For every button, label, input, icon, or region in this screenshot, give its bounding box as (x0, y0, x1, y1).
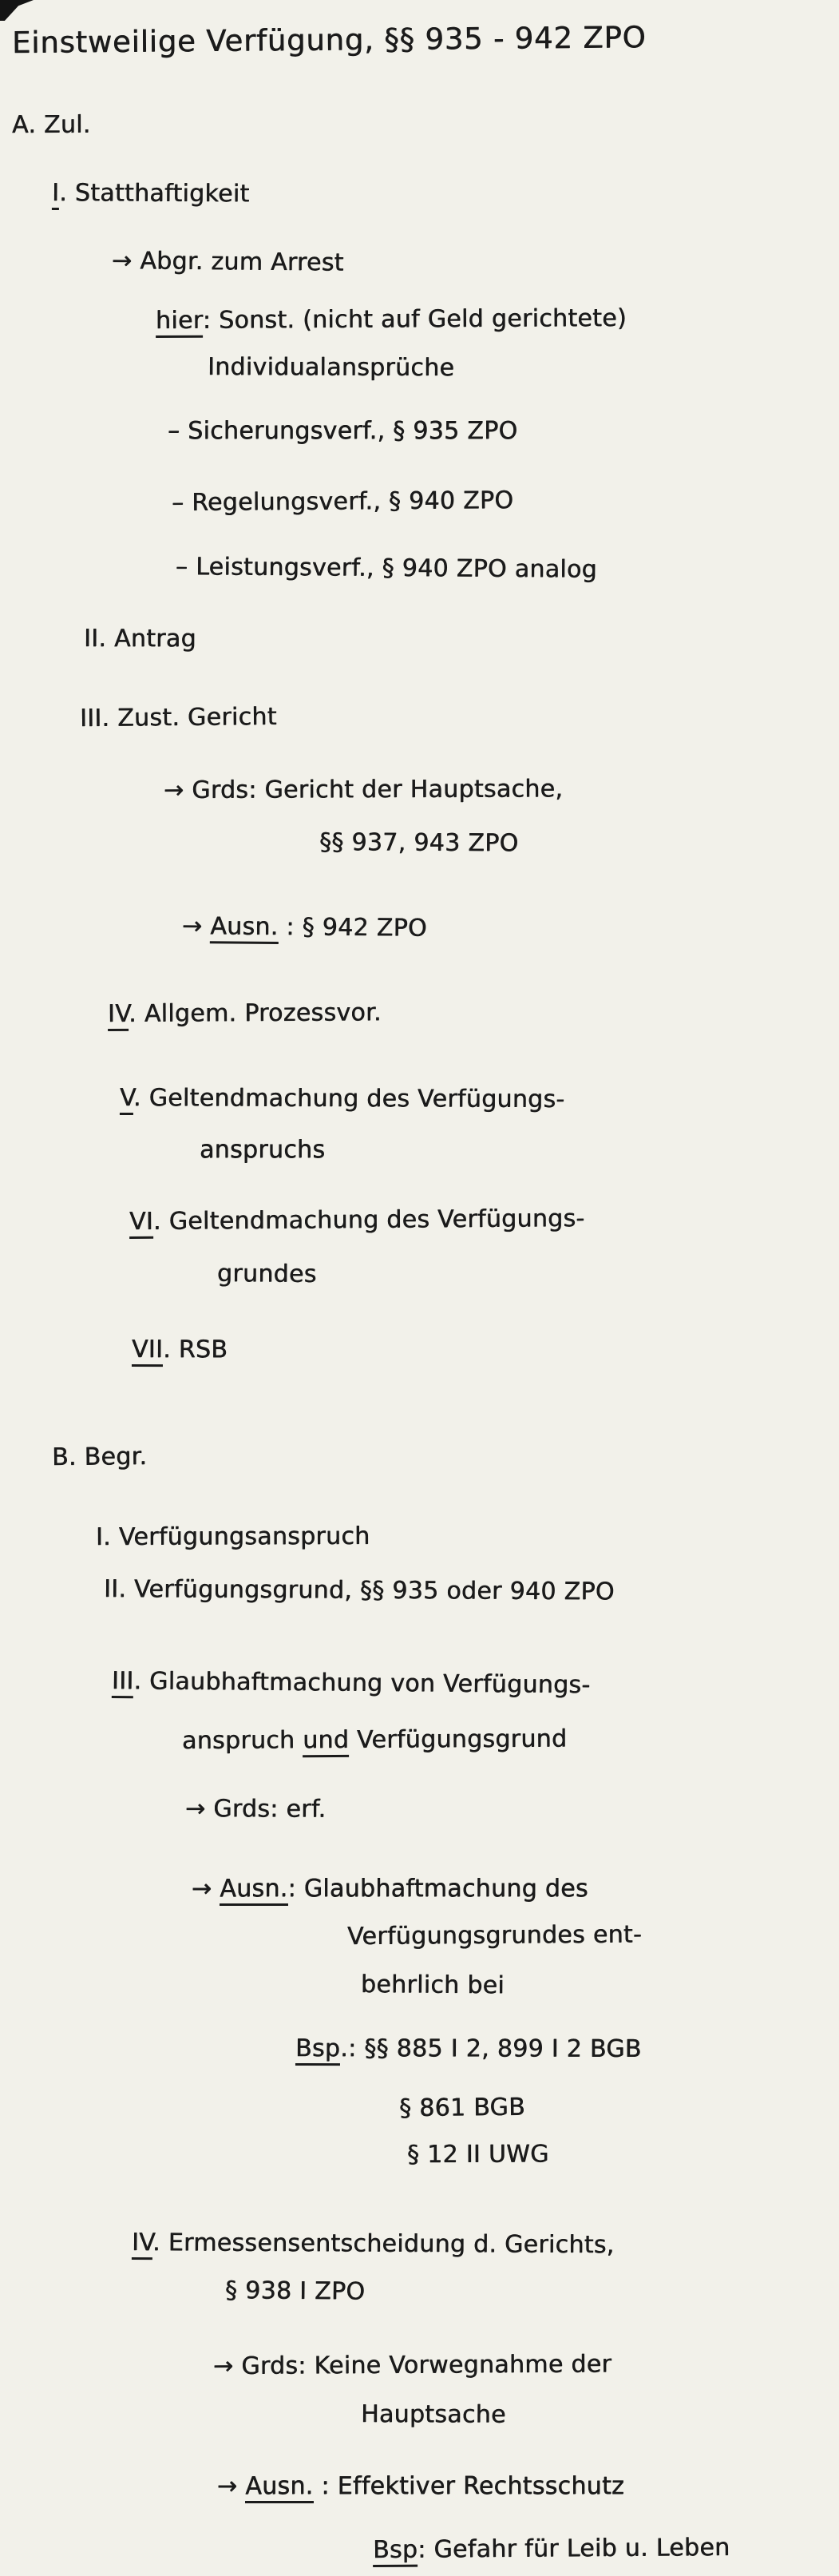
text-segment: § 938 I ZPO (224, 2276, 366, 2306)
line-a-6-continuation (217, 1251, 839, 1301)
line-ausnahme-continuation-2 (361, 1962, 839, 2011)
line-leistungsverfuegung (176, 544, 839, 595)
text-segment: . Geltendmachung des Verfügungs- (133, 1084, 565, 1113)
text-segment: Individualansprüche (207, 353, 455, 383)
line-grundsatz-keine-vorwegnahme (213, 2340, 839, 2390)
line-a-6-geltendmachung-verfuegungsgrund (129, 1194, 839, 1245)
line-ausnahme-glaubhaftmachung-entbehrlich (192, 1866, 839, 1912)
text-segment: : Glaubhaftmachung des (287, 1875, 588, 1903)
line-section-b-begruendetheit (52, 1427, 839, 1481)
line-grundsatz-erforderlich (185, 1786, 839, 1835)
text-segment: II. Verfügungsgrund, §§ 935 oder 940 ZPO (103, 1575, 615, 1606)
line-vorwegnahme-continuation (361, 2391, 839, 2439)
text-segment: – Regelungsverf., § 940 ZPO (171, 486, 514, 517)
text-segment: anspruchs (200, 1136, 326, 1164)
line-sicherungsverfuegung (168, 408, 839, 454)
line-a-4-allgemeine-prozessvoraussetzungen (108, 987, 839, 1038)
text-segment: : § 942 ZPO (278, 913, 428, 943)
text-segment: Einstweilige Verfügung, §§ 935 - 942 ZPO (11, 20, 647, 60)
line-b-1-verfuegungsanspruch (96, 1512, 839, 1561)
text-segment: → Grds: erf. (184, 1795, 326, 1824)
text-segment: Hauptsache (360, 2400, 506, 2429)
underlined-text: Ausn. (220, 1875, 287, 1906)
text-segment: II. Antrag (83, 625, 196, 653)
text-segment: . Statthaftigkeit (59, 179, 250, 208)
line-a-1-statthaftigkeit (52, 170, 839, 220)
line-grundsatz-gericht-der-hauptsache (164, 765, 839, 814)
line-a-3-zustaendiges-gericht (80, 689, 839, 742)
line-b-4-ermessensentscheidung (132, 2220, 839, 2270)
text-segment: Verfügungsgrund (349, 1725, 568, 1754)
text-segment: .: §§ 885 I 2, 899 I 2 BGB (340, 2034, 642, 2063)
underlined-text: VII (132, 1336, 163, 1367)
text-segment: §§ 937, 943 ZPO (319, 828, 519, 858)
text-segment: : Effektiver Rechtsschutz (313, 2472, 625, 2500)
line-b-2-verfuegungsgrund (104, 1566, 839, 1617)
text-segment: grundes (216, 1260, 317, 1288)
underlined-text: III (112, 1667, 134, 1698)
underlined-text: IV (108, 1000, 129, 1031)
text-segment: . Allgem. Prozessvor. (129, 998, 382, 1028)
line-beispiel-gefahr-leib-leben (373, 2524, 839, 2574)
text-segment: – Sicherungsverf., § 935 ZPO (168, 417, 518, 445)
underlined-text: Ausn. (210, 912, 279, 944)
text-segment: A. Zul. (11, 110, 91, 139)
text-segment: – Leistungsverf., § 940 ZPO analog (175, 553, 598, 584)
text-segment: . RSB (163, 1336, 228, 1364)
line-beispiel-bgb-861 (399, 2082, 839, 2132)
underlined-text: V (120, 1084, 133, 1115)
line-a-5-geltendmachung-verfuegungsanspruch (120, 1075, 839, 1124)
line-hier-continuation (208, 344, 839, 393)
text-segment: → (181, 912, 211, 941)
underlined-text: Ausn. (245, 2472, 313, 2503)
line-ausnahme-effektiver-rechtsschutz (217, 2463, 839, 2510)
line-a-5-continuation (200, 1127, 839, 1173)
line-section-a-zulaessigkeit (12, 99, 839, 149)
text-segment: → (217, 2472, 246, 2500)
line-regelungsverfuegung (172, 475, 839, 526)
line-ausnahme-continuation-1 (347, 1911, 839, 1960)
underlined-text: IV (132, 2229, 152, 2260)
line-b-3-continuation (182, 1715, 839, 1764)
text-segment: § 12 II UWG (406, 2140, 549, 2169)
line-b-4-continuation (225, 2268, 839, 2320)
text-segment: Verfügungsgrundes ent- (346, 1920, 643, 1951)
line-hier-sonstige-ansprueche (156, 295, 839, 344)
underlined-text: Bsp (373, 2536, 418, 2567)
line-ausnahme-942-zpo (182, 903, 839, 955)
text-segment: . Glaubhaftmachung von Verfügungs- (133, 1667, 591, 1700)
text-segment: → (192, 1875, 220, 1903)
text-segment: III. Zust. Gericht (79, 702, 277, 732)
text-segment: → Abgr. zum Arrest (111, 247, 344, 277)
line-abgrenzung-zum-arrest (112, 238, 839, 291)
line-title (12, 10, 839, 69)
text-segment: behrlich bei (360, 1971, 505, 2000)
text-segment: . Geltendmachung des Verfügungs- (152, 1205, 585, 1236)
underlined-text: I (52, 179, 59, 210)
underlined-text: VI (129, 1208, 153, 1239)
text-segment: § 861 BGB (398, 2093, 526, 2122)
underlined-text: hier (156, 307, 203, 338)
line-b-3-glaubhaftmachung (112, 1658, 839, 1711)
line-grundsatz-continuation (319, 820, 839, 868)
line-a-2-antrag (84, 616, 839, 664)
underlined-text: Bsp (295, 2034, 340, 2066)
text-segment: : Sonst. (nicht auf Geld gerichtete) (202, 304, 627, 335)
text-segment: : Gefahr für Leib u. Leben (418, 2533, 730, 2564)
line-beispiel-uwg-12 (407, 2130, 839, 2178)
text-segment: I. Verfügungsanspruch (95, 1522, 370, 1551)
text-segment: B. Begr. (51, 1442, 148, 1471)
text-segment: . Ermessensentscheidung d. Gerichts, (152, 2229, 615, 2260)
line-a-7-rsb (132, 1327, 839, 1375)
text-segment: → Grds: Keine Vorwegnahme der (212, 2350, 612, 2380)
text-segment: → Grds: Gericht der Hauptsache, (163, 775, 564, 804)
text-segment: anspruch (181, 1726, 303, 1755)
line-beispiel-bgb-grundbuch (295, 2026, 839, 2073)
underlined-text: und (303, 1726, 349, 1757)
